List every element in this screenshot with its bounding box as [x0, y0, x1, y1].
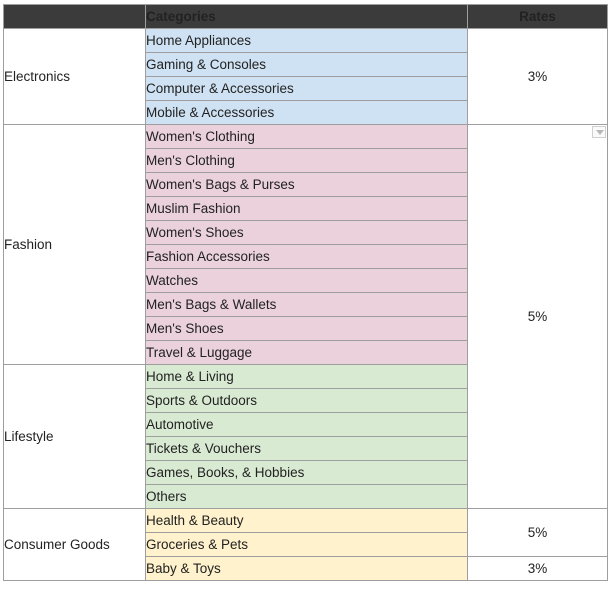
group-lifestyle[interactable]: Lifestyle — [4, 365, 146, 509]
category-cell[interactable]: Automotive — [146, 413, 468, 437]
category-cell[interactable]: Health & Beauty — [146, 509, 468, 533]
header-row — [4, 5, 608, 29]
category-cell[interactable]: Women's Clothing — [146, 125, 468, 149]
category-cell[interactable]: Men's Shoes — [146, 317, 468, 341]
category-cell[interactable]: Men's Bags & Wallets — [146, 293, 468, 317]
category-cell[interactable]: Women's Shoes — [146, 221, 468, 245]
category-cell[interactable]: Computer & Accessories — [146, 77, 468, 101]
rate-value: 5% — [527, 309, 548, 324]
category-cell[interactable]: Groceries & Pets — [146, 533, 468, 557]
category-cell[interactable]: Men's Clothing — [146, 149, 468, 173]
category-cell[interactable]: Gaming & Consoles — [146, 53, 468, 77]
header-rates: Rates — [468, 5, 608, 29]
group-electronics[interactable]: Electronics — [4, 29, 146, 125]
rate-baby-toys[interactable]: 3% — [468, 557, 608, 581]
category-cell[interactable]: Tickets & Vouchers — [146, 437, 468, 461]
category-cell[interactable]: Baby & Toys — [146, 557, 468, 581]
category-cell[interactable]: Sports & Outdoors — [146, 389, 468, 413]
header-categories: Categories — [146, 5, 468, 29]
category-cell[interactable]: Watches — [146, 269, 468, 293]
category-cell[interactable]: Others — [146, 485, 468, 509]
category-cell[interactable]: Mobile & Accessories — [146, 101, 468, 125]
table-row — [4, 29, 608, 53]
group-consumer-goods[interactable]: Consumer Goods — [4, 509, 146, 581]
category-cell[interactable]: Home & Living — [146, 365, 468, 389]
category-cell[interactable]: Women's Bags & Purses — [146, 173, 468, 197]
rate-consumer-goods[interactable]: 5% — [468, 509, 608, 557]
rate-electronics[interactable]: 3% — [468, 29, 608, 125]
dropdown-arrow-icon[interactable] — [592, 126, 606, 138]
category-cell[interactable]: Fashion Accessories — [146, 245, 468, 269]
rates-table — [3, 4, 608, 581]
table-row — [4, 125, 608, 149]
rate-fashion-lifestyle[interactable] — [468, 125, 608, 509]
category-cell[interactable]: Muslim Fashion — [146, 197, 468, 221]
category-cell[interactable]: Games, Books, & Hobbies — [146, 461, 468, 485]
group-fashion[interactable]: Fashion — [4, 125, 146, 365]
table-row — [4, 509, 608, 533]
category-cell[interactable]: Travel & Luggage — [146, 341, 468, 365]
category-cell[interactable]: Home Appliances — [146, 29, 468, 53]
header-blank — [4, 5, 146, 29]
